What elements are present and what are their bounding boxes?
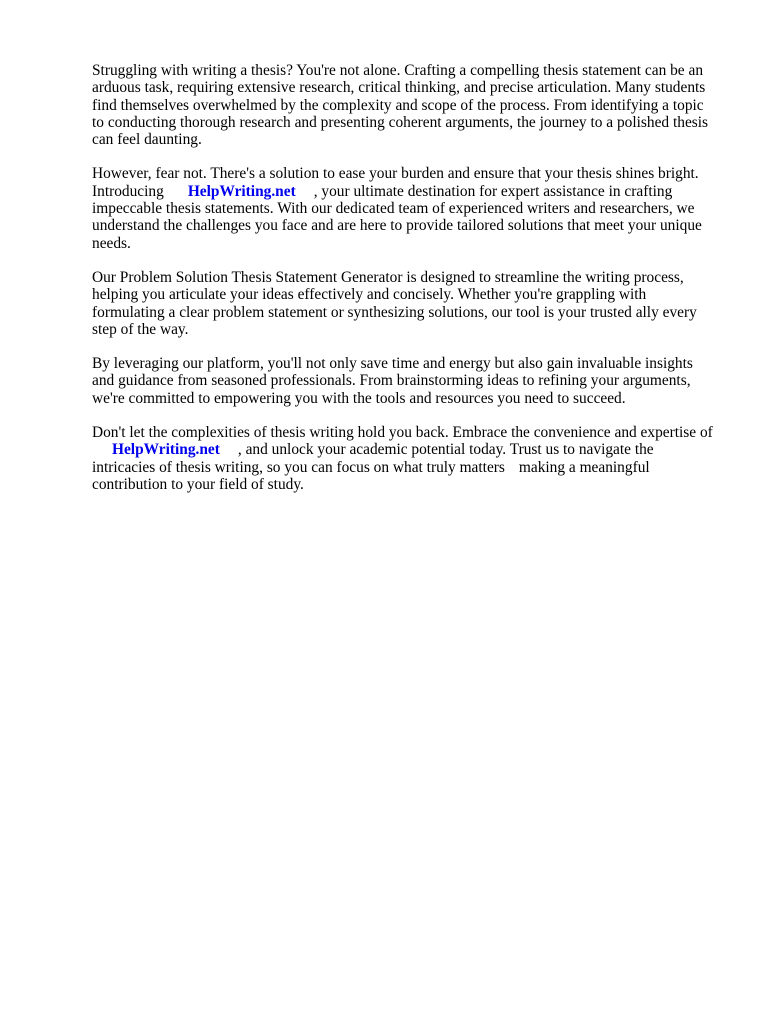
text-line: By leveraging our platform, you'll not only save time and energy but also gain invaluable insights bbox=[92, 355, 693, 373]
text-line: formulating a clear problem statement or synthesizing solutions, our tool is your trusted ally every bbox=[92, 303, 697, 321]
text-line: step of the way. bbox=[92, 320, 189, 338]
text-line: understand the challenges you face and are here to provide tailored solutions that meet your unique bbox=[92, 217, 702, 235]
text-line: can feel daunting. bbox=[92, 131, 202, 149]
paragraph-generator bbox=[92, 269, 732, 338]
text-segment: , your ultimate destination for expert assistance in crafting bbox=[313, 182, 673, 200]
text-line: impeccable thesis statements. With our dedicated team of experienced writers and researchers, we bbox=[92, 200, 695, 218]
text-line: find themselves overwhelmed by the complexity and scope of the process. From identifying a topic bbox=[92, 96, 704, 114]
text-line: However, fear not. There's a solution to ease your burden and ensure that your thesis shines bright. bbox=[92, 165, 699, 183]
document-body bbox=[92, 62, 732, 510]
text-line: to conducting thorough research and presenting coherent arguments, the journey to a polished thesis bbox=[92, 113, 709, 131]
helpwriting-link[interactable]: HelpWriting.net bbox=[187, 182, 296, 200]
text-segment: , and unlock your academic potential today. Trust us to navigate the bbox=[237, 441, 654, 459]
paragraph-solution bbox=[92, 165, 732, 251]
paragraph-platform bbox=[92, 355, 732, 407]
text-line bbox=[92, 441, 732, 458]
text-line: we're committed to empowering you with the tools and resources you need to succeed. bbox=[92, 389, 626, 407]
text-line: Our Problem Solution Thesis Statement Generator is designed to streamline the writing process, bbox=[92, 268, 684, 286]
helpwriting-link[interactable]: HelpWriting.net bbox=[112, 441, 220, 459]
paragraph-closing bbox=[92, 424, 732, 493]
text-line: Don't let the complexities of thesis writing hold you back. Embrace the convenience and expertise of bbox=[92, 424, 713, 442]
text-line: helping you articulate your ideas effectively and concisely. Whether you're grappling with bbox=[92, 286, 647, 304]
text-segment: Introducing bbox=[92, 182, 164, 200]
text-line: arduous task, requiring extensive research, critical thinking, and precise articulation. Many students bbox=[92, 79, 706, 97]
text-line bbox=[92, 183, 732, 200]
text-segment: intricacies of thesis writing, so you can focus on what truly matters bbox=[92, 458, 505, 476]
text-line bbox=[92, 459, 732, 476]
text-line: contribution to your field of study. bbox=[92, 475, 304, 493]
text-line: and guidance from seasoned professionals. From brainstorming ideas to refining your arguments, bbox=[92, 372, 691, 390]
paragraph-intro bbox=[92, 62, 732, 148]
text-line: needs. bbox=[92, 234, 131, 252]
text-line: Struggling with writing a thesis? You're not alone. Crafting a compelling thesis statement can be an bbox=[92, 62, 704, 79]
text-segment: making a meaningful bbox=[518, 458, 650, 476]
